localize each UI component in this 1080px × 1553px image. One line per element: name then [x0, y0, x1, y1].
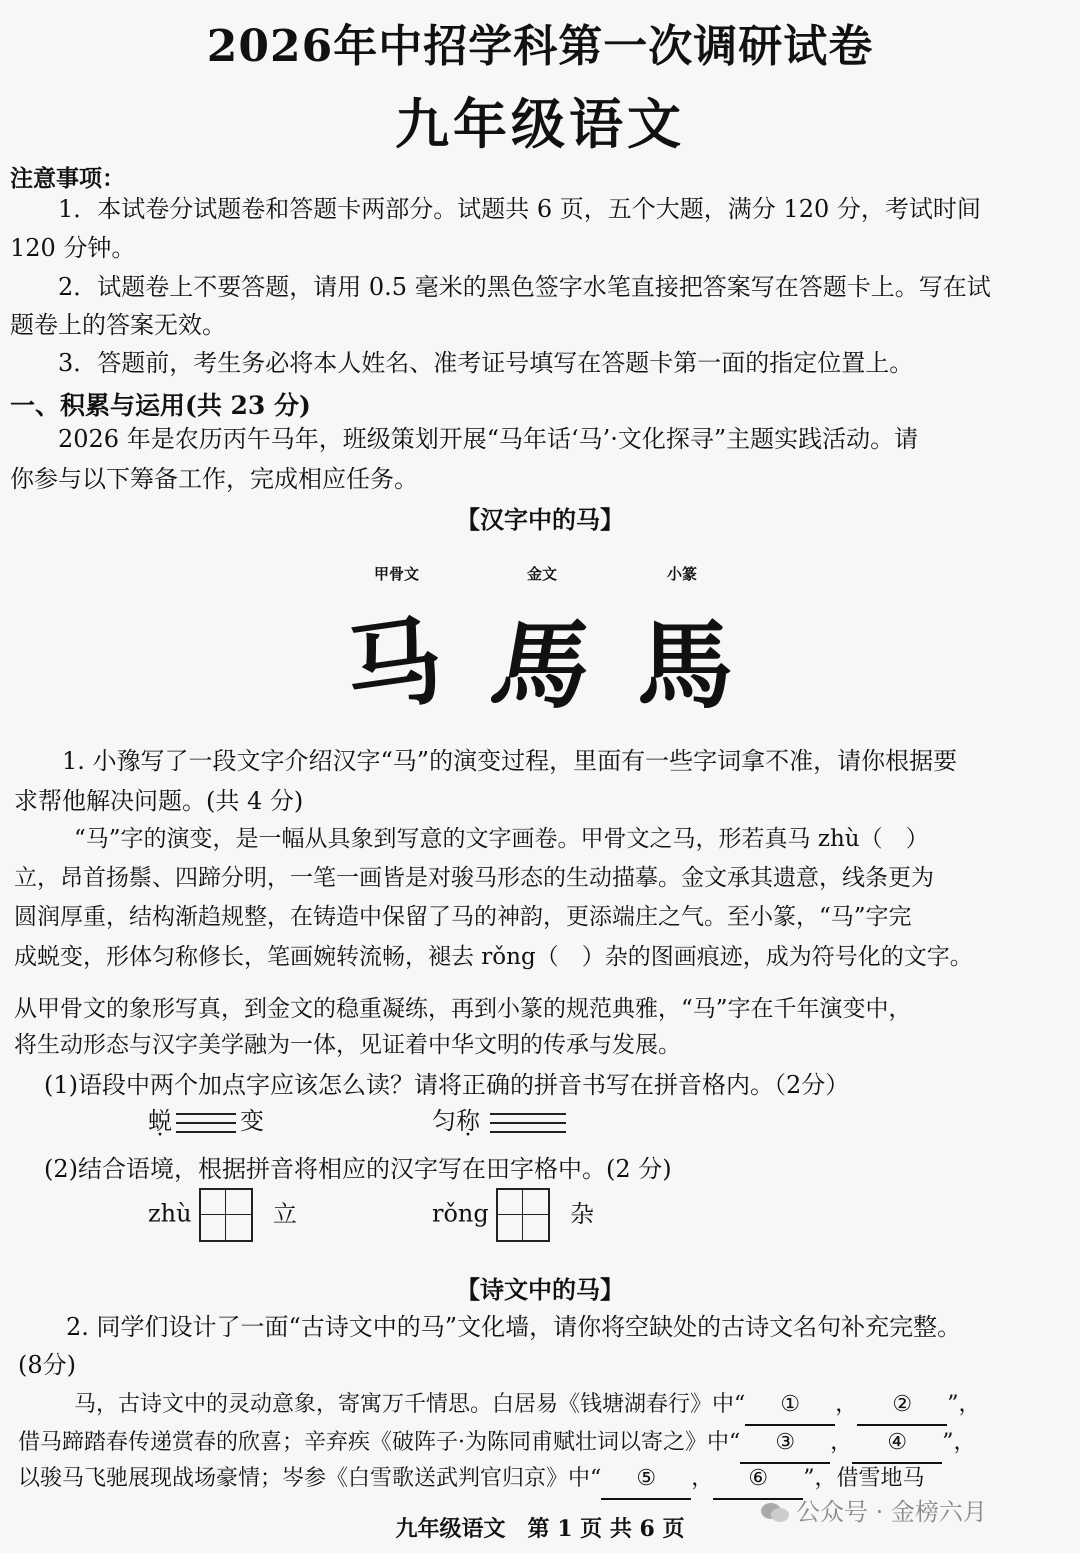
- page-footer: 九年级语文 第 1 页 共 6 页: [395, 1516, 685, 1542]
- small-seal-horse-glyph: 馬: [637, 609, 733, 722]
- blank-1[interactable]: ①: [745, 1386, 835, 1426]
- passage-text: 以骏马飞驰展现战场豪情；岑参《白雪歌送武判官归京》中“: [18, 1466, 602, 1491]
- q1-stem: 1. 小豫写了一段文字介绍汉字“马”的演变过程，里面有一些字词拿不准，请你根据要: [62, 747, 958, 775]
- hanzi-heading: 【汉字中的马】: [456, 505, 624, 534]
- q1-sub2: (2)结合语境，根据拼音将相应的汉字写在田字格中。(2 分): [44, 1155, 672, 1183]
- notice-item-1: 1．本试卷分试题卷和答题卡两部分。试题共 6 页，五个大题，满分 120 分，考试时间: [58, 195, 981, 223]
- poem-heading: 【诗文中的马】: [456, 1275, 624, 1304]
- q2-passage-line-2: 借马蹄踏春传递赏春的欣喜；辛弃疾《破阵子·为陈同甫赋壮词以寄之》中“ ③ ， ④ ”，: [18, 1424, 976, 1464]
- exam-title: 2026年中招学科第一次调研试卷: [206, 21, 874, 72]
- passage-line: 立，昂首扬鬃、四蹄分明，一笔一画皆是对骏马形态的生动描摹。金文承其遗意，线条更为: [14, 865, 934, 891]
- tianzi-grid-1[interactable]: [199, 1188, 253, 1242]
- word-pre: 匀: [432, 1107, 456, 1135]
- notice-item-1-cont: 120 分钟。: [10, 234, 136, 262]
- passage-text: ”，: [947, 1392, 981, 1417]
- blank-4[interactable]: ④: [852, 1424, 942, 1464]
- passage-line: “马”字的演变，是一幅从具象到写意的文字画卷。甲骨文之马，形若真马 zhù（ ）: [74, 826, 929, 852]
- char-after-1: 立: [272, 1199, 297, 1228]
- q2-stem: 2. 同学们设计了一面“古诗文中的马”文化墙，请你将空缺处的古诗文名句补充完整。: [66, 1313, 962, 1341]
- q1-stem-cont: 求帮他解决问题。(共 4 分): [14, 787, 304, 815]
- blank-3[interactable]: ③: [740, 1424, 830, 1464]
- notice-item-3: 3．答题前，考生务必将本人姓名、准考证号填写在答题卡第一面的指定位置上。: [58, 349, 914, 377]
- passage-line: 从甲骨文的象形写真，到金文的稳重凝练，再到小篆的规范典雅，“马”字在千年演变中，: [14, 996, 912, 1022]
- tianzi-grid-2[interactable]: [496, 1188, 550, 1242]
- watermark-text: 公众号 · 金榜六月: [796, 1498, 987, 1526]
- label-oracle-bone: 甲骨文: [374, 565, 420, 583]
- passage-text: 马，古诗文中的灵动意象，寄寓万千情思。白居易《钱塘湖春行》中“: [74, 1392, 746, 1417]
- label-small-seal: 小篆: [667, 565, 698, 583]
- section-1-heading: 一、积累与运用(共 23 分): [10, 391, 311, 420]
- passage-text: ”，: [942, 1430, 976, 1455]
- q1-sub1-word2: [432, 1102, 566, 1140]
- q1-sub2-item1: [148, 1188, 297, 1242]
- pinyin-zhu: zhù: [148, 1199, 192, 1228]
- subject-title: 九年级语文: [395, 92, 685, 156]
- dotted-char: 称: [456, 1107, 480, 1135]
- passage-line: 成蜕变，形体匀称修长，笔画婉转流畅，褪去 rǒng（ ）杂的图画痕迹，成为符号化的文字。: [14, 944, 973, 970]
- blank-5[interactable]: ⑤: [601, 1460, 691, 1500]
- section-1-intro: 2026 年是农历丙午马年，班级策划开展“马年话‘马’·文化探寻”主题实践活动。请: [58, 425, 919, 453]
- q1-sub1-word1: [148, 1102, 264, 1140]
- section-1-intro-cont: 你参与以下筹备工作，完成相应任务。: [10, 465, 418, 493]
- char-after-2: 杂: [570, 1199, 595, 1228]
- q2-passage-line-3: 以骏马飞驰展现战场豪情；岑参《白雪歌送武判官归京》中“ ⑤ ， ⑥ ”，借雪地马: [18, 1460, 925, 1500]
- pinyin-lines-1[interactable]: [176, 1106, 236, 1140]
- q2-stem-cont: (8分): [18, 1351, 76, 1379]
- notice-heading: 注意事项：: [10, 165, 125, 192]
- bronze-horse-glyph: 馬: [483, 609, 600, 722]
- blank-2[interactable]: ②: [857, 1386, 947, 1426]
- label-bronze: 金文: [527, 565, 558, 583]
- blank-6[interactable]: ⑥: [713, 1460, 803, 1500]
- oracle-bone-horse-glyph: 马: [338, 602, 450, 729]
- pinyin-rong: rǒng: [432, 1199, 489, 1228]
- passage-line: 将生动形态与汉字美学融为一体，见证着中华文明的传承与发展。: [14, 1032, 681, 1058]
- passage-line: 圆润厚重，结构渐趋规整，在铸造中保留了马的神韵，更添端庄之气。至小篆，“马”字完: [14, 904, 912, 930]
- q2-passage-line-1: 马，古诗文中的灵动意象，寄寓万千情思。白居易《钱塘湖春行》中“ ① ， ② ”，: [74, 1386, 981, 1426]
- word-rest: 变: [240, 1107, 264, 1135]
- notice-item-2: 2．试题卷上不要答题，请用 0.5 毫米的黑色签字水笔直接把答案写在答题卡上。写在试: [58, 273, 991, 301]
- passage-text: ”，借雪地马: [803, 1466, 925, 1491]
- passage-text: 借马蹄踏春传递赏春的欣喜；辛弃疾《破阵子·为陈同甫赋壮词以寄之》中“: [18, 1430, 741, 1455]
- q1-sub1: (1)语段中两个加点字应该怎么读？请将正确的拼音书写在拼音格内。（2分）: [44, 1071, 850, 1099]
- pinyin-lines-2[interactable]: [490, 1106, 566, 1140]
- dotted-char: 蜕: [148, 1107, 172, 1135]
- q1-sub2-item2: [432, 1188, 594, 1242]
- notice-item-2-cont: 题卷上的答案无效。: [10, 311, 226, 339]
